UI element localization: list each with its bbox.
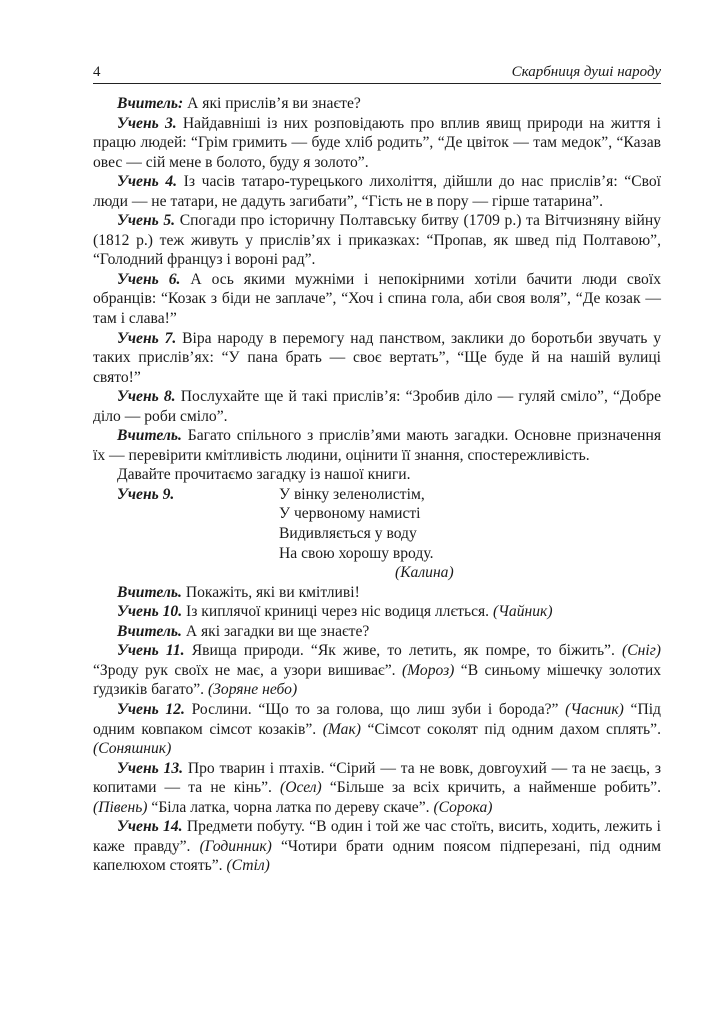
- poem-line: Видивляється у воду: [279, 525, 417, 543]
- paragraph-text: А які прислів’я ви знаєте?: [183, 95, 361, 112]
- paragraph-teacher-more: [93, 622, 661, 642]
- paragraph-teacher-clever: [93, 583, 661, 603]
- paragraph-text: Найдавніші із них розповідають про вплив явищ природи на життя і працю людей: “Грім гримить — буде хліб родить”, “Де цвіток — там медок”, “Казав овес — сій мене в болото, буду я золото”.: [93, 114, 661, 171]
- paragraph-student-10: [93, 602, 661, 622]
- paragraph-text: “Біла латка, чорна латка по дереву скаче”.: [147, 798, 434, 816]
- speaker-label: Учень 13.: [117, 759, 184, 777]
- page-header: [93, 61, 661, 84]
- speaker-label: Учень 4.: [117, 173, 178, 191]
- poem-line: У червоному намисті: [279, 505, 421, 523]
- riddle-answer: (Зоряне небо): [207, 681, 298, 699]
- paragraph-text: “Під одним ковпаком сімсот козаків”.: [93, 700, 661, 738]
- paragraph-text: Із киплячої криниці через ніс водиця ллється.: [182, 603, 493, 621]
- speaker-label: Учень 3.: [117, 114, 177, 132]
- riddle-answer: (Півень): [93, 798, 148, 816]
- riddle-answer: (Часник): [565, 700, 624, 718]
- speaker-label: Вчитель.: [117, 622, 182, 640]
- speaker-label: Учень 9.: [117, 485, 175, 503]
- paragraph-text: Явища природи. “Як живе, то летить, як помре, то біжить”.: [184, 642, 623, 660]
- paragraph-text: “В синьому мішечку золотих ґудзиків багато”.: [93, 661, 662, 699]
- riddle-answer: (Соняшник): [93, 740, 172, 758]
- running-title: Скарбниця душі народу: [511, 64, 661, 80]
- paragraph-student-7: [93, 329, 661, 388]
- riddle-poem: [93, 485, 661, 583]
- page-number: 4: [93, 64, 101, 80]
- paragraph-student-4: [93, 172, 661, 211]
- paragraph-student-5: [93, 211, 661, 270]
- paragraph-text: Покажіть, які ви кмітливі!: [181, 583, 360, 601]
- speaker-label: Учень 7.: [117, 329, 177, 347]
- speaker-label: Учень 6.: [117, 270, 181, 288]
- poem-line: У вінку зеленолистім,: [279, 485, 425, 503]
- speaker-label: Учень 5.: [117, 212, 176, 230]
- riddle-answer: (Осел): [280, 779, 322, 797]
- speaker-label: Вчитель.: [117, 427, 182, 445]
- paragraph-text: “Більше за всіх кричить, а найменше робить”.: [321, 779, 662, 797]
- riddle-answer: (Сорока): [433, 798, 493, 816]
- paragraph-student-6: [93, 270, 661, 329]
- speaker-label: Учень 8.: [117, 388, 176, 406]
- paragraph-student-3: [93, 114, 661, 173]
- paragraph-student-13: [93, 759, 661, 818]
- riddle-answer: (Мак): [322, 720, 361, 738]
- riddle-answer: (Мороз): [401, 661, 455, 679]
- paragraph-student-14: [93, 817, 661, 876]
- poem-lines: [279, 485, 661, 583]
- paragraph-invitation: Давайте прочитаємо загадку із нашої книги.: [117, 466, 411, 484]
- riddle-answer: (Стіл): [226, 857, 270, 875]
- paragraph-text: Із часів татаро-турецького лихоліття, дійшли до нас прислів’я: “Свої люди — не татари, не дадуть загибати”, “Гість не в пору — гірше татарина”.: [93, 173, 661, 210]
- paragraph-text: Рослини. “Що то за голова, що лиш зуби і борода?”: [184, 700, 566, 718]
- paragraph-student-8: [93, 387, 661, 426]
- paragraph-text: Віра народу в перемогу над панством, заклики до боротьби звучать у таких прислів’ях: “У пана брать — своє вертать”, “Ще буде й на нашій вулиці свято!”: [93, 329, 661, 386]
- paragraph-text: А які загадки ви ще знаєте?: [181, 622, 370, 640]
- riddle-answer: (Калина): [395, 564, 454, 582]
- speaker-label: Учень 12.: [117, 700, 185, 718]
- paragraph-text: А ось якими мужніми і непокірними хотіли бачити люди своїх обранців: “Козак з біди не заплаче”, “Хоч і спина гола, аби своя воля”, “Де козак — там і слава!”: [93, 270, 661, 328]
- riddle-answer: (Сніг): [622, 642, 661, 660]
- speaker-label: Учень 11.: [117, 642, 185, 660]
- paragraph-student-11: [93, 641, 661, 700]
- paragraph-student-12: [93, 700, 661, 759]
- paragraph-text: Предмети побуту. “В один і той же час стоїть, висить, ходить, лежить і каже правду”.: [93, 818, 661, 855]
- poem-line: На свою хорошу вроду.: [279, 544, 434, 562]
- speaker-label: Вчитель.: [117, 583, 182, 601]
- paragraph-teacher-riddles: [93, 426, 661, 465]
- riddle-answer: (Чайник): [492, 603, 553, 621]
- speaker-label: Учень 10.: [117, 603, 183, 621]
- page-body: [93, 94, 661, 876]
- paragraph-text: Спогади про історичну Полтавську битву (1709 р.) та Вітчизняну війну (1812 р.) теж живуть у прислів’ях і приказках: “Пропав, як швед під Полтавою”, “Голодний француз і вороні рад”.: [93, 212, 661, 269]
- paragraph-text: Багато спільного з прислів’ями мають загадки. Основне призначення їх — перевірити кмітливість людини, оцінити її знання, спостережливість.: [93, 427, 661, 464]
- paragraph-teacher-question: [93, 94, 661, 114]
- speaker-label: Учень 14.: [117, 818, 183, 836]
- riddle-answer: (Годинник): [199, 837, 272, 855]
- paragraph-text: “Зроду рук своїх не має, а узори вишиває”.: [93, 661, 402, 679]
- paragraph-text: “Сімсот соколят під одним дахом сплять”.: [360, 720, 661, 738]
- paragraph-text: Про тварин і птахів. “Сірий — та не вовк, довгоухий — та не заєць, з копитами — та не кінь”.: [93, 759, 661, 797]
- paragraph-text: Послухайте ще й такі прислів’я: “Зробив діло — гуляй сміло”, “Добре діло — роби сміло”.: [93, 388, 661, 425]
- speaker-label: Вчитель:: [117, 95, 184, 112]
- paragraph-text: “Чотири брати одним поясом підперезані, під одним капелюхом стоять”.: [93, 837, 662, 875]
